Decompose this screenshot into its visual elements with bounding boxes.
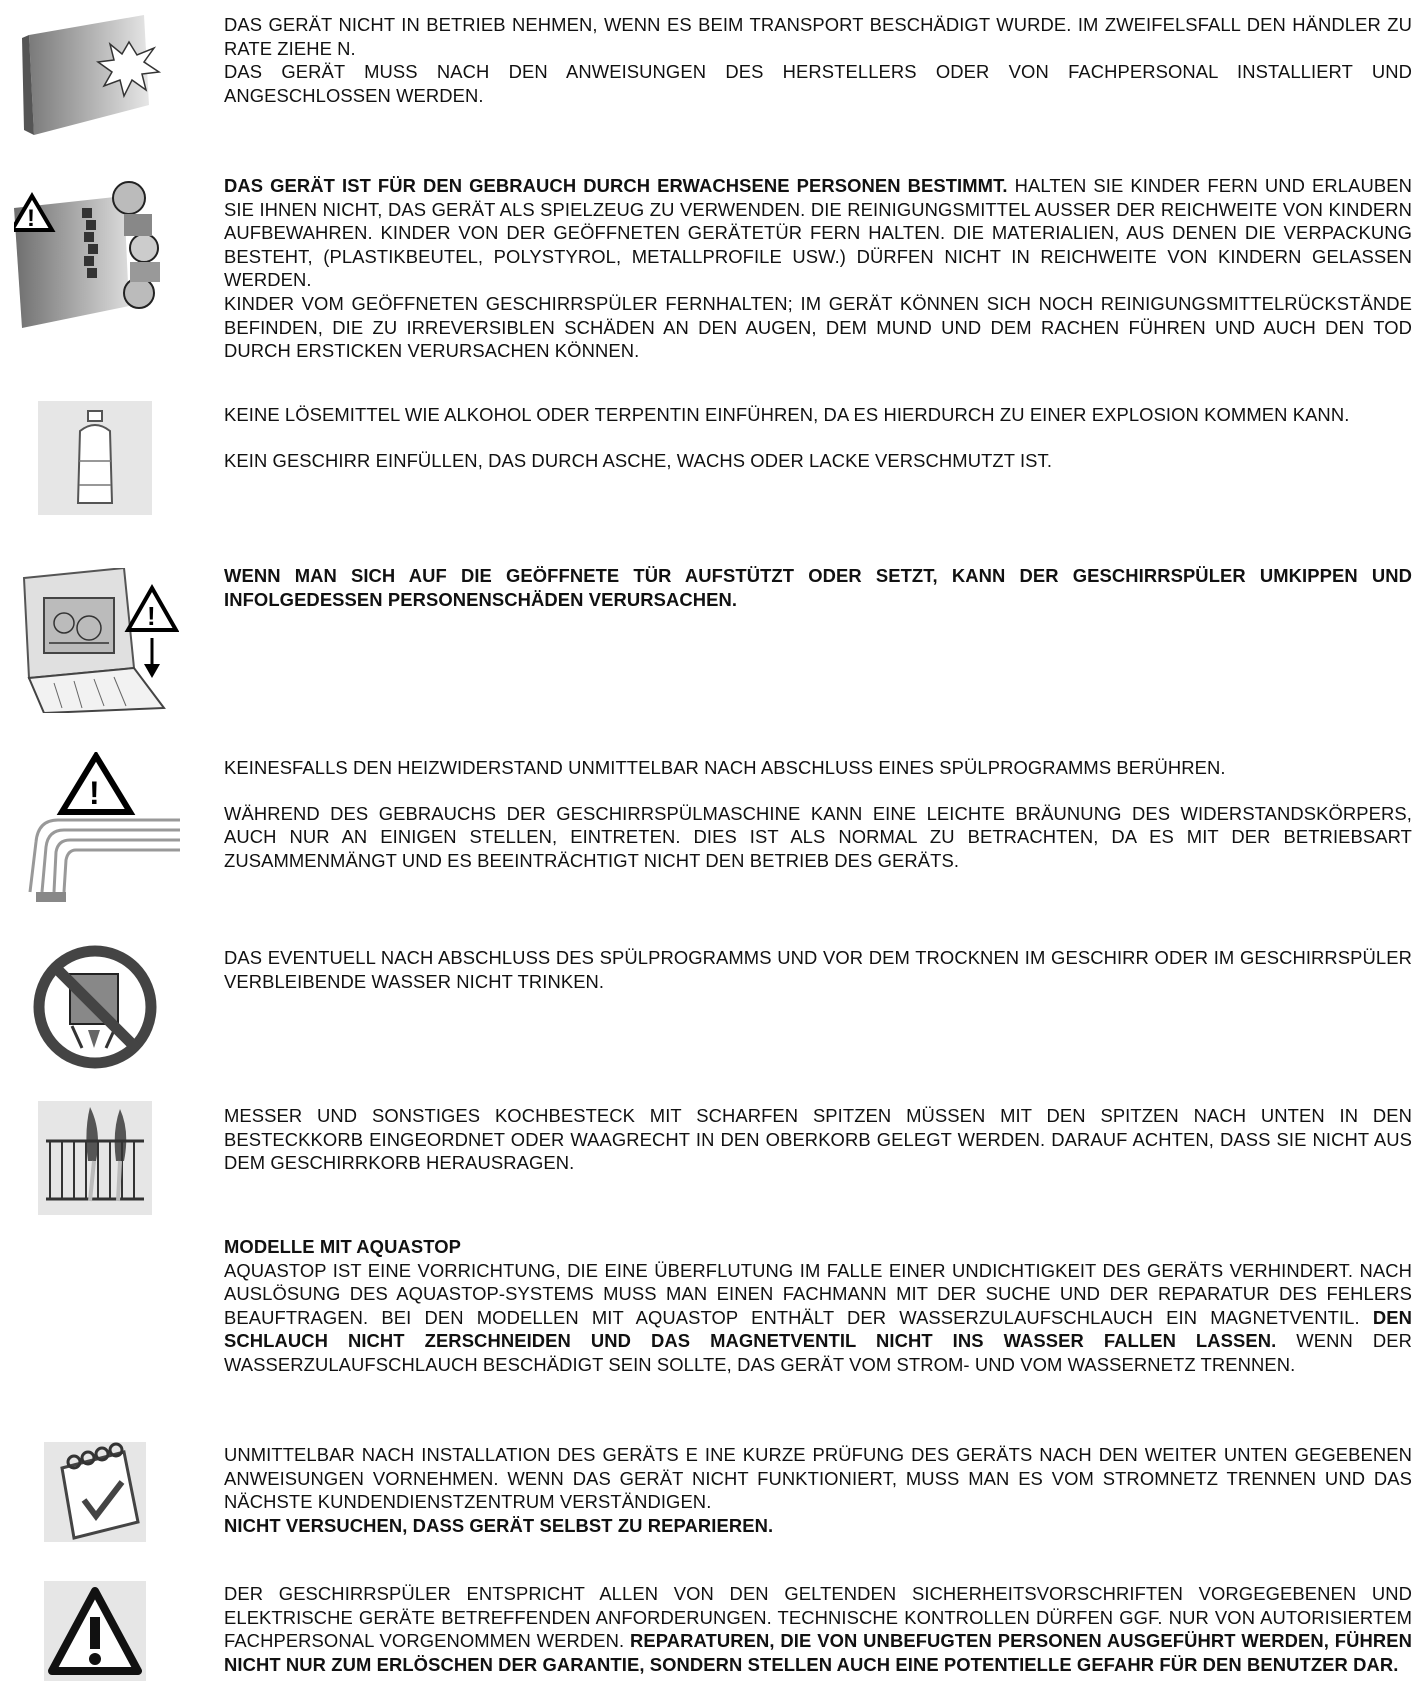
paragraph: UNMITTELBAR NACH INSTALLATION DES GERÄTS E INE KURZE PRÜFUNG DES GERÄTS NACH DEN WEITER UNTEN GEGEBENEN ANWEISUNGEN VORNEHMEN. WENN DAS GERÄT NICHT FUNKTIONIERT, MUSS MAN ES VOM STROMNETZ TRENNEN UND DAS NÄCHSTE KUNDENDIENSTZENTRUM VERSTÄNDIGEN.	[224, 1444, 1412, 1513]
paragraph: KEINESFALLS DEN HEIZWIDERSTAND UNMITTELBAR NACH ABSCHLUSS EINES SPÜLPROGRAMMS BERÜHREN.	[224, 757, 1226, 778]
paragraph: HALTEN SIE KINDER FERN UND ERLAUBEN SIE IHNEN NICHT, DAS GERÄT ALS SPIELZEUG ZU VERWENDEN. DIE REINIGUNGSMITTEL AUSSER DER REICHWEITE VON KINDERN AUFBEWAHREN. KINDER VON DER GEÖFFNETEN GERÄTETÜR FERN HALTEN. DIE MATERIALIEN, AUS DENEN DIE VERPACKUNG BESTEHT, (PLASTIKBEUTEL, POLYSTYROL, METALLPROFILE USW.) DÜRFEN NICHT IN REICHWEITE VON KINDERN GELASSEN WERDEN.	[224, 175, 1412, 291]
paragraph: KEINE LÖSEMITTEL WIE ALKOHOL ODER TERPENTIN EINFÜHREN, DA ES HIERDURCH ZU EINER EXPLOSION KOMMEN KANN.	[224, 404, 1350, 425]
bold-warning: NICHT VERSUCHEN, DASS GERÄT SELBST ZU REPARIEREN.	[224, 1514, 774, 1536]
paragraph: WÄHREND DES GEBRAUCHS DER GESCHIRRSPÜLMASCHINE KANN EINE LEICHTE BRÄUNUNG DES WIDERSTANDSKÖRPERS, AUCH NUR AN EINIGEN STELLEN, EINTRETEN. DIES IST ALS NORMAL ZU BETRACHTEN, DA ES MIT DER BETRIEBSART ZUSAMMENMÄNGT UND ES BEEINTRÄCHTIGT NICHT DEN BETRIEB DES GERÄTS.	[224, 802, 1412, 871]
open-door-tipping-icon	[14, 568, 179, 713]
checklist-notebook-icon	[44, 1442, 209, 1542]
paragraph: DAS GERÄT NICHT IN BETRIEB NEHMEN, WENN ES BEIM TRANSPORT BESCHÄDIGT WURDE. IM ZWEIFELSFALL DEN HÄNDLER ZU RATE ZIEHE N.	[224, 14, 1412, 59]
heating-element-warning-icon	[8, 752, 173, 907]
bold-warning: REPARATUREN, DIE VON UNBEFUGTEN PERSONEN AUSGEFÜHRT WERDEN, FÜHREN NICHT NUR ZUM ERLÖSCHEN DER GARANTIE, SONDERN STELLEN AUCH EINE POTENTIELLE GEFAHR FÜR DEN BENUTZER DAR.	[224, 1630, 1412, 1675]
paragraph: KEIN GESCHIRR EINFÜLLEN, DAS DURCH ASCHE, WACHS ODER LACKE VERSCHMUTZT IST.	[224, 449, 1053, 471]
paragraph: KINDER VOM GEÖFFNETEN GESCHIRRSPÜLER FERNHALTEN; IM GERÄT KÖNNEN SICH NOCH REINIGUNGSMITTELRÜCKSTÄNDE BEFINDEN, DIE ZU IRREVERSIBLEN SCHÄDEN AN DEN AUGEN, DEM MUND UND DEM RACHEN FÜHREN UND AUCH DEN TOD DURCH ERSTICKEN VERURSACHEN KÖNNEN.	[224, 292, 1412, 362]
paragraph: DAS EVENTUELL NACH ABSCHLUSS DES SPÜLPROGRAMMS UND VOR DEM TROCKNEN IM GESCHIRR ODER IM GESCHIRRSPÜLER VERBLEIBENDE WASSER NICHT TRINKEN.	[224, 947, 1412, 992]
damaged-appliance-icon	[14, 10, 179, 140]
paragraph: WENN DER WASSERZULAUFSCHLAUCH BESCHÄDIGT SEIN SOLLTE, DAS GERÄT VOM STROM- UND VOM WASSERNETZ TRENNEN.	[224, 1330, 1412, 1375]
svg-text:!: !	[147, 601, 156, 631]
warning-triangle-icon	[44, 1581, 209, 1681]
bold-warning: DEN SCHLAUCH NICHT ZERSCHNEIDEN UND DAS MAGNETVENTIL NICHT INS WASSER FALLEN LASSEN.	[224, 1306, 1412, 1352]
paragraph: MESSER UND SONSTIGES KOCHBESTECK MIT SCHARFEN SPITZEN MÜSSEN MIT DEN SPITZEN NACH UNTEN IN DEN BESTECKKORB EINGEORDNET ODER WAAGRECHT IN DEN OBERKORB GELEGT WERDEN. DARAUF ACHTEN, DASS SIE NICHT AUS DEM GESCHIRRKORB HERAUSRAGEN.	[224, 1105, 1412, 1174]
paragraph: DER GESCHIRRSPÜLER ENTSPRICHT ALLEN VON DEN GELTENDEN SICHERHEITSVORSCHRIFTEN VORGEGEBENEN UND ELEKTRISCHE GERÄTE BETREFFENDEN ANFORDERUNGEN. TECHNISCHE KONTROLLEN DÜRFEN GGF. NUR VON AUTORISIERTEM FACHPERSONAL VORGENOMMEN WERDEN.	[224, 1583, 1412, 1652]
svg-text:!: !	[89, 775, 100, 811]
knives-basket-icon	[38, 1101, 203, 1215]
section-heading: MODELLE MIT AQUASTOP	[224, 1236, 461, 1257]
svg-text:!: !	[27, 205, 35, 232]
paragraph: WENN MAN SICH AUF DIE GEÖFFNETE TÜR AUFSTÜTZT ODER SETZT, KANN DER GESCHIRRSPÜLER UMKIPPEN UND INFOLGEDESSEN PERSONENSCHÄDEN VERURSACHEN.	[224, 565, 1412, 610]
bold-lead: DAS GERÄT IST FÜR DEN GEBRAUCH DURCH ERWACHSENE PERSONEN BESTIMMT.	[224, 175, 1008, 196]
paragraph: DAS GERÄT MUSS NACH DEN ANWEISUNGEN DES HERSTELLERS ODER VON FACHPERSONAL INSTALLIERT UND ANGESCHLOSSEN WERDEN.	[224, 61, 1412, 106]
no-drinking-icon	[32, 944, 197, 1070]
solvent-bottle-icon	[38, 401, 203, 515]
paragraph: AQUASTOP IST EINE VORRICHTUNG, DIE EINE ÜBERFLUTUNG IM FALLE EINER UNDICHTIGKEIT DES GERÄTS VERHINDERT. NACH AUSLÖSUNG DES AQUASTOP-SYSTEMS MUSS MAN EINEN FACHMANN MIT DER SUCHE UND DER REPARATUR DES FEHLERS BEAUFTRAGEN. BEI DEN MODELLEN MIT AQUASTOP ENTHÄLT DER WASSERZULAUFSCHLAUCH EIN MAGNETVENTIL.	[224, 1259, 1412, 1328]
children-warning-icon	[14, 178, 179, 328]
